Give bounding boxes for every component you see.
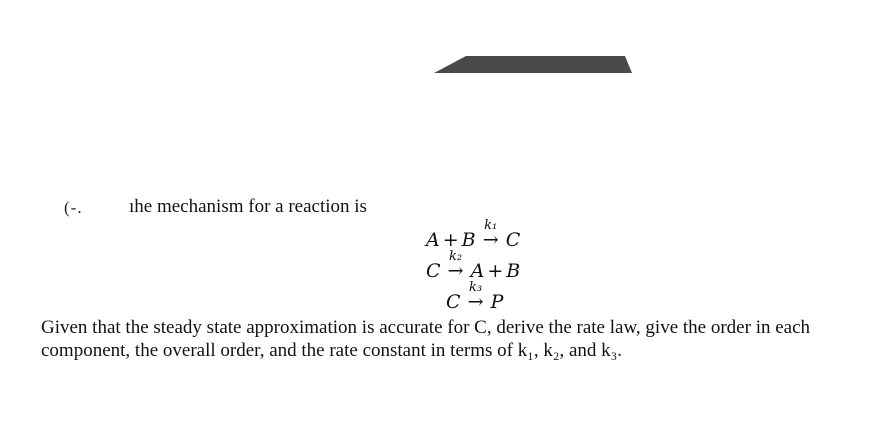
right-arrow-icon: → bbox=[482, 229, 499, 251]
reaction-arrow bbox=[482, 218, 500, 251]
question-number-fragment: (-. bbox=[64, 198, 83, 217]
reaction-arrow bbox=[467, 280, 485, 313]
right-arrow-icon: → bbox=[467, 291, 484, 313]
species: B bbox=[461, 229, 476, 251]
question-body-line: Given that the steady state approximation is accurate for C, derive the rate law, give the order in each bbox=[41, 317, 811, 338]
species: C bbox=[505, 229, 521, 251]
question-body bbox=[41, 316, 861, 362]
reaction-arrow bbox=[447, 249, 465, 282]
question-intro: ıhe mechanism for a reaction is bbox=[129, 196, 367, 217]
right-arrow-icon: → bbox=[447, 260, 464, 282]
species: C bbox=[426, 260, 441, 282]
species: A bbox=[426, 229, 440, 251]
species: A bbox=[470, 260, 485, 282]
plus-sign: + bbox=[442, 229, 459, 251]
rate-constant-label: k₃ bbox=[469, 280, 483, 295]
species: P bbox=[490, 291, 504, 313]
reaction-equation-1 bbox=[426, 218, 521, 251]
question-body-line: component, the overall order, and the rate constant in terms of k₁, k₂, and k₃. bbox=[41, 340, 623, 361]
plus-sign: + bbox=[487, 260, 504, 282]
species: B bbox=[506, 260, 521, 282]
reaction-equation-3 bbox=[446, 280, 504, 313]
species: C bbox=[446, 291, 461, 313]
reaction-equation-2 bbox=[426, 249, 521, 282]
rate-constant-label: k₂ bbox=[449, 249, 463, 264]
rate-constant-label: k₁ bbox=[484, 218, 498, 233]
